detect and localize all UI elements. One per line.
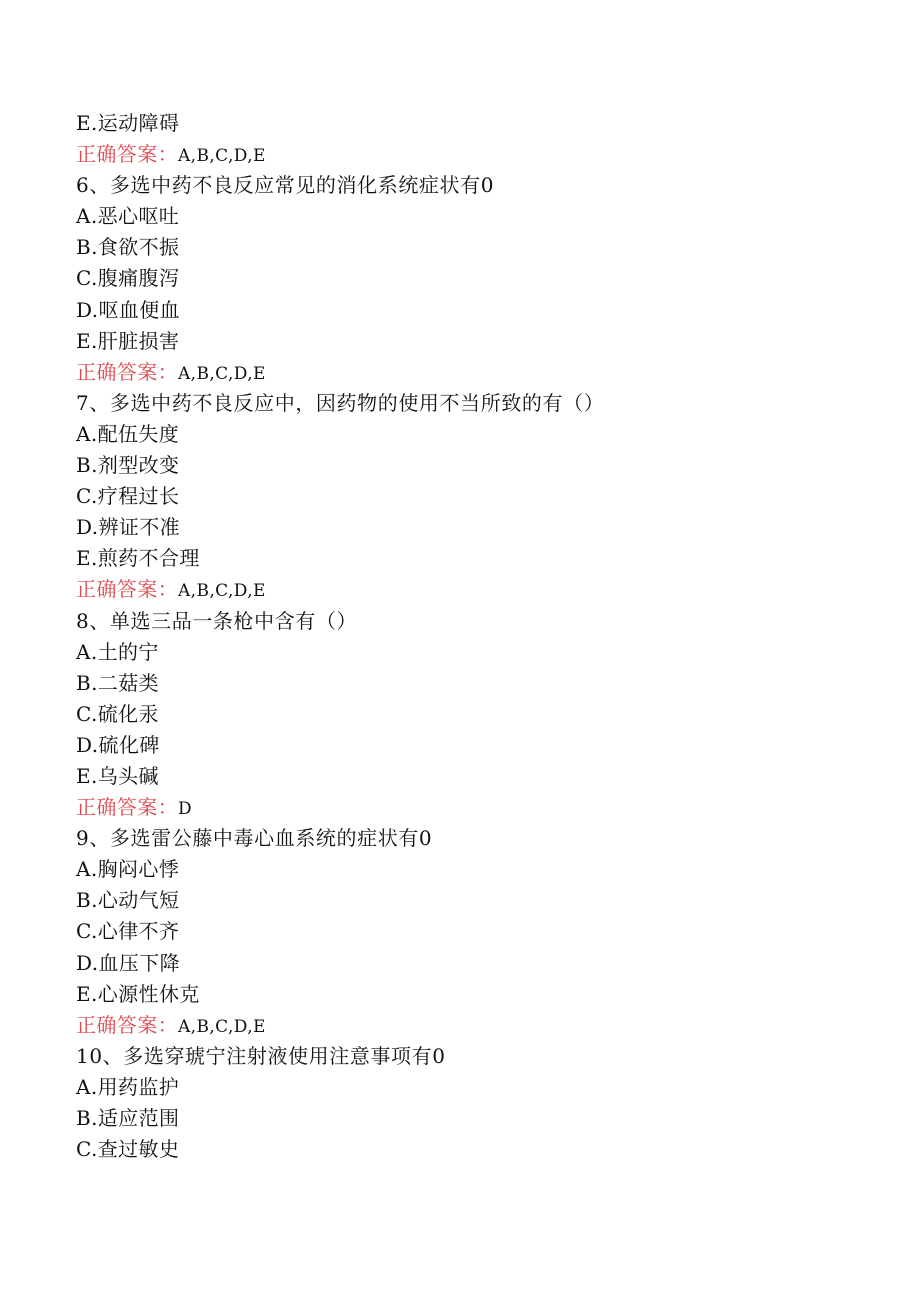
option-text: C.硫化汞 xyxy=(76,701,159,726)
option-text: D.辨证不准 xyxy=(76,515,181,540)
option-text: E.乌头碱 xyxy=(76,763,159,788)
option-text: E.肝脏损害 xyxy=(76,328,180,353)
option-text: A.土的宁 xyxy=(76,639,159,664)
option-text: B.剂型改变 xyxy=(76,453,180,478)
question-text: 6、多选中药不良反应常见的消化系统症状有0 xyxy=(76,173,495,198)
answer-value: D xyxy=(178,799,193,820)
option-text: E.运动障碍 xyxy=(76,111,180,135)
question-text: 9、多选雷公藤中毒心血系统的症状有0 xyxy=(76,826,433,851)
question-text: 10、多选穿琥宁注射液使用注意事项有0 xyxy=(76,1043,446,1068)
document-body xyxy=(76,108,876,1165)
answer-label: 正确答案： xyxy=(76,795,178,820)
option-text: C.疗程过长 xyxy=(76,484,180,509)
option-text: B.食欲不振 xyxy=(76,235,180,260)
answer-label: 正确答案： xyxy=(76,359,178,384)
option-text: D.血压下降 xyxy=(76,950,181,975)
answer-line xyxy=(76,139,876,170)
option-text: A.配伍失度 xyxy=(76,421,180,446)
option-text: C.心律不齐 xyxy=(76,919,180,944)
option-text: D.呕血便血 xyxy=(76,297,181,322)
option-text: B.二菇类 xyxy=(76,670,160,695)
option-text: A.胸闷心悸 xyxy=(76,857,180,882)
answer-value: A,B,C,D,E xyxy=(178,146,266,167)
option-text: B.心动气短 xyxy=(76,888,180,913)
answer-line xyxy=(76,792,876,823)
option-text: C.腹痛腹泻 xyxy=(76,266,180,291)
answer-value: A,B,C,D,E xyxy=(178,581,266,602)
option-text: A.用药监护 xyxy=(76,1074,180,1099)
option-text: E.心源性休克 xyxy=(76,981,200,1006)
question-text: 7、多选中药不良反应中，因药物的使用不当所致的有（） xyxy=(76,390,605,415)
option-text: B.适应范围 xyxy=(76,1106,180,1130)
answer-line xyxy=(76,357,876,388)
question-text: 8、单选三品一条枪中含有（） xyxy=(76,608,358,633)
option-text: D.硫化碑 xyxy=(76,732,160,757)
option-text: A.恶心呕吐 xyxy=(76,204,180,229)
answer-label: 正确答案： xyxy=(76,1012,178,1037)
answer-value: A,B,C,D,E xyxy=(178,363,266,384)
option-text: E.煎药不合理 xyxy=(76,546,200,571)
answer-line xyxy=(76,574,876,605)
answer-value: A,B,C,D,E xyxy=(178,1016,266,1037)
answer-line xyxy=(76,1010,876,1041)
option-text: C.查过敏史 xyxy=(76,1137,180,1162)
answer-label: 正确答案： xyxy=(76,142,178,167)
answer-label: 正确答案： xyxy=(76,577,178,602)
